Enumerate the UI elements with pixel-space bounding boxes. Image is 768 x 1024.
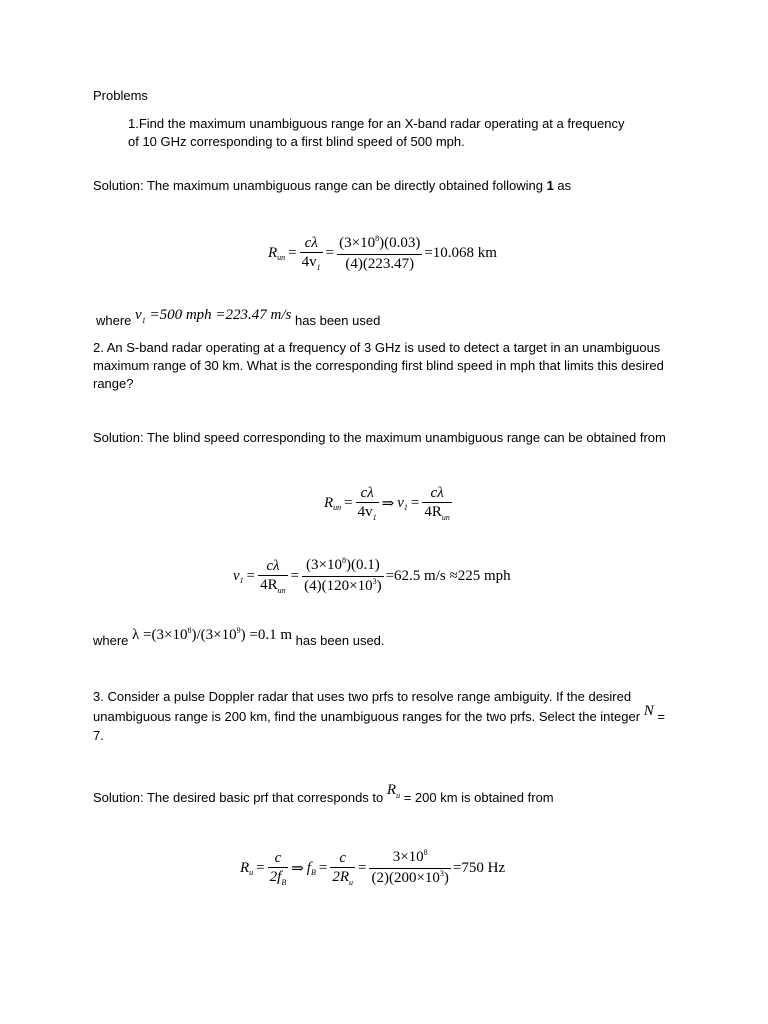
eq4-f-sub: B xyxy=(310,868,316,877)
solution-3-var-sub: u xyxy=(396,791,401,800)
problem-2-line-3: range? xyxy=(93,376,134,391)
eq4-frac3-num-a: 3×10 xyxy=(392,849,424,865)
problem-3-line-2-text: unambiguous range is 200 km, find the unambiguous ranges for the two prfs. Select the integer xyxy=(93,709,641,724)
solution-1-where-label: where xyxy=(96,313,132,328)
eq4-frac1-den: 2f xyxy=(269,869,282,885)
solution-1-where-tail: has been used xyxy=(295,313,381,328)
eq4-result: =750 Hz xyxy=(452,860,506,876)
solution-3-text xyxy=(93,782,554,809)
solution-2-where-line xyxy=(93,626,385,648)
eq3-frac2-den-b: ) xyxy=(376,578,382,594)
solution-3-text-before: Solution: The desired basic prf that corresponds to xyxy=(93,790,384,805)
eq1-frac2-num-b: )(0.03) xyxy=(379,235,421,251)
page-heading: Problems xyxy=(93,88,148,103)
eq3-frac2-num-exp: 8 xyxy=(341,556,346,565)
eq1-frac2-num-exp: 8 xyxy=(375,234,380,243)
eq1-frac2-num-a: (3×10 xyxy=(339,235,376,251)
problem-1-line-2: of 10 GHz corresponding to a first blind speed of 500 mph. xyxy=(128,134,465,149)
solution-3-var: R xyxy=(386,782,397,798)
eq2-frac2-num: cλ xyxy=(422,484,452,503)
problem-3-variable-n: N xyxy=(643,703,654,719)
eq4-frac2-num: c xyxy=(330,849,355,868)
eq4-fraction-1 xyxy=(268,849,289,888)
eq3-fraction-1 xyxy=(258,557,288,596)
eq3-frac2-den-a: (4)(120×10 xyxy=(304,578,373,594)
eq2-frac1-den-sub: 1 xyxy=(372,513,377,522)
solution-2-equation-1: R un = $\frac{c\lambda}{4v_1}$ ⇒ v 1 = $\frac{c\lambda}{4R_{un}}$ xyxy=(324,485,450,522)
eq4-frac3-num-exp: 8 xyxy=(423,848,428,857)
eq4-frac2-den: 2R xyxy=(332,869,349,885)
problem-3-line-1: 3. Consider a pulse Doppler radar that uses two prfs to resolve range ambiguity. If the desired xyxy=(93,689,632,704)
solution-2-text: Solution: The blind speed corresponding to the maximum unambiguous range can be obtained from xyxy=(93,430,666,445)
eq1-lhs-sub: un xyxy=(277,253,286,262)
solution-3-equation: R u = $\frac{c}{2f_B}$ ⇒ f B = $\frac{c}{2R_u}$ = $\frac{3\times 10^8}{(2)(200\times 10^3)}$ =750 Hz xyxy=(240,848,506,887)
eq4-frac2-den-sub: u xyxy=(348,878,353,887)
eq2-implies-arrow: ⇒ xyxy=(381,496,395,512)
eq4-lhs-sub: u xyxy=(249,868,254,877)
eq3-frac2-num-a: (3×10 xyxy=(305,557,342,573)
eq3-fraction-2 xyxy=(302,556,383,597)
eq4-fraction-2 xyxy=(330,849,355,888)
eq2-frac1-num: cλ xyxy=(356,484,379,503)
eq2-v: v xyxy=(397,495,404,511)
eq4-implies-arrow: ⇒ xyxy=(291,861,304,877)
solution-2-where-label: where xyxy=(93,633,129,648)
eq4-frac1-num: c xyxy=(268,849,289,868)
problem-3-line-3: 7. xyxy=(93,728,104,743)
solution-2-equation-2: v 1 = $\frac{c\lambda}{4R_{un}}$ = $\frac{(3\times 10^8)(0.1)}{(4)(120\times 10^3)}$ =62.5 m/s ≈225 mph xyxy=(233,556,511,595)
solution-2-where-tail: has been used. xyxy=(295,633,385,648)
problem-2-line-1: 2. An S-band radar operating at a frequency of 3 GHz is used to detect a target in an unambiguous xyxy=(93,340,661,355)
solution-1-equation: R un = $\frac{c\lambda}{4v_1}$ = $\frac{(3\times 10^8)(0.03)}{(4)(223.47)}$ =10.068 km xyxy=(268,234,497,272)
where2-exp-1: 8 xyxy=(187,626,192,635)
eq1-frac2-den: (4)(223.47) xyxy=(345,256,415,272)
solution-1-text-before: Solution: The maximum unambiguous range can be directly obtained following xyxy=(93,178,547,193)
problem-3-line-2-tail: = xyxy=(657,709,665,724)
eq1-result: =10.068 km xyxy=(424,245,497,261)
eq1-frac1-den: 4v xyxy=(301,254,317,270)
where1-var-sub: 1 xyxy=(141,316,146,325)
eq1-frac1-den-sub: 1 xyxy=(316,263,321,272)
eq1-frac1-num: cλ xyxy=(300,234,323,253)
eq4-lhs: R xyxy=(240,860,250,876)
eq3-frac2-den-exp: 3 xyxy=(372,577,377,586)
eq4-frac1-den-sub: B xyxy=(281,878,287,887)
eq2-frac2-den-sub: un xyxy=(441,513,450,522)
eq2-frac1-den: 4v xyxy=(357,504,373,520)
solution-1-text-after: as xyxy=(553,178,572,193)
eq3-frac1-den: 4R xyxy=(260,577,278,593)
eq3-frac1-den-sub: un xyxy=(277,586,286,595)
eq1-fraction-1 xyxy=(300,234,323,273)
solution-3-text-after: = 200 km is obtained from xyxy=(403,790,554,805)
eq4-frac3-den-b: ) xyxy=(443,870,449,886)
where2-part-b: )/(3×10 xyxy=(191,627,237,643)
where1-var: v xyxy=(135,307,142,323)
solution-1-reference: 1 xyxy=(546,178,554,193)
where2-part-c: ) =0.1 m xyxy=(240,627,292,643)
eq2-lhs-sub: un xyxy=(333,503,342,512)
eq3-lhs-sub: 1 xyxy=(239,576,244,585)
eq3-lhs: v xyxy=(233,568,240,584)
solution-1-where-line xyxy=(96,306,381,328)
eq3-frac1-num: cλ xyxy=(258,557,288,576)
solution-1-text xyxy=(93,177,571,195)
eq3-frac2-num-b: )(0.1) xyxy=(345,557,380,573)
eq3-result: =62.5 m/s ≈225 mph xyxy=(385,568,511,584)
where1-expr: =500 mph =223.47 m/s xyxy=(149,307,292,323)
eq4-frac3-den-exp: 3 xyxy=(439,869,444,878)
where2-part-a: λ =(3×10 xyxy=(132,627,188,643)
eq2-v-sub: 1 xyxy=(403,503,408,512)
where2-exp-2: 9 xyxy=(236,626,241,635)
eq2-fraction-1 xyxy=(356,484,379,523)
problem-3-line-2 xyxy=(93,703,665,726)
eq2-fraction-2 xyxy=(422,484,452,523)
solution-3-inline-var xyxy=(387,782,400,798)
eq1-lhs: R xyxy=(268,245,278,261)
eq4-frac3-den-a: (2)(200×10 xyxy=(371,870,440,886)
eq2-lhs: R xyxy=(324,495,334,511)
eq1-fraction-2 xyxy=(337,234,422,273)
eq4-fraction-3 xyxy=(369,848,450,889)
eq2-frac2-den: 4R xyxy=(424,504,442,520)
eq4-f: f xyxy=(306,860,311,876)
problem-2-line-2: maximum range of 30 km. What is the corresponding first blind speed in mph that limits this desired xyxy=(93,358,664,373)
problem-1-line-1: 1.Find the maximum unambiguous range for an X-band radar operating at a frequency xyxy=(128,116,625,131)
